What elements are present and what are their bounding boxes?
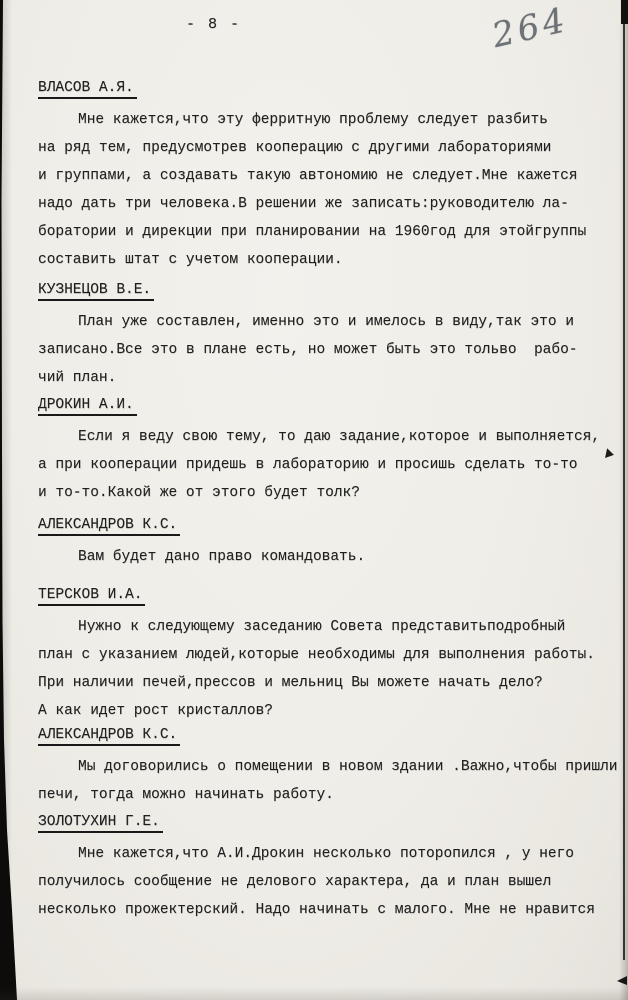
speaker-heading (38, 581, 613, 609)
speech-section-terskov (38, 581, 613, 725)
speaker-name: ТЕРСКОВ И.А. (38, 587, 145, 606)
speaker-name: ВЛАСОВ А.Я. (38, 80, 137, 99)
speech-section-zolotukhin (38, 808, 613, 924)
page-number: - 8 - (186, 16, 242, 33)
scan-right-edge-line (623, 0, 626, 960)
speech-line: чий план. (38, 370, 117, 386)
speaker-heading (38, 276, 613, 304)
speech-line: надо дать три человека.В решении же записать:руководителю ла- (38, 196, 569, 212)
speech-section-kuznetsov (38, 276, 613, 392)
speech-line: и группами, а создавать такую автономию не следует.Мне кажется (38, 168, 578, 184)
speech-line: Мне кажется,что эту ферритную проблему следует разбить (78, 112, 548, 128)
scan-right-top-mark (621, 0, 628, 24)
speaker-name: КУЗНЕЦОВ В.Е. (38, 282, 154, 301)
margin-arrow-mark (605, 448, 615, 459)
speech-line: составить штат с учетом кооперации. (38, 252, 343, 268)
speech-line: А как идет рост кристаллов? (38, 703, 273, 719)
speech-section-vlasov (38, 74, 613, 274)
speech-line: и то-то.Какой же от этого будет толк? (38, 485, 360, 501)
speaker-name: ЗОЛОТУХИН Г.Е. (38, 814, 163, 833)
speech-line: Мне кажется,что А.И.Дрокин несколько поторопился , у него (78, 846, 574, 862)
speech-line: Нужно к следующему заседанию Совета представитьподробный (78, 619, 566, 635)
speaker-heading (38, 721, 613, 749)
speech-line: боратории и дирекции при планировании на 1960год для этойгруппы (38, 224, 587, 240)
speaker-name: АЛЕКСАНДРОВ К.С. (38, 727, 180, 746)
speech-line: план с указанием людей,которые необходимы для выполнения работы. (38, 647, 595, 663)
speech-line: записано.Все это в плане есть, но может быть это тольво рабо- (38, 342, 578, 358)
speech-line: Мы договорились о помещении в новом здании .Важно,чтобы пришли (78, 759, 618, 775)
speech-line: Вам будет дано право командовать. (78, 549, 366, 565)
speech-line: Если я веду свою тему, то даю задание,которое и выполняется, (78, 429, 601, 445)
speech-line: несколько прожектерский. Надо начинать с малого. Мне не нравится (38, 902, 595, 918)
speech-line: печи, тогда можно начинать работу. (38, 787, 334, 803)
speaker-heading (38, 808, 613, 836)
speech-section-aleksandrov-1 (38, 511, 613, 571)
speech-section-aleksandrov-2 (38, 721, 618, 809)
speaker-heading (38, 511, 613, 539)
speech-line: При наличии печей,прессов и мельниц Вы можете начать дело? (38, 675, 543, 691)
speaker-heading (38, 74, 613, 102)
speech-section-drokin (38, 391, 613, 507)
handwritten-page-number: 264 (488, 0, 573, 57)
speech-line: а при кооперации придешь в лабораторию и просишь сделать то-то (38, 457, 578, 473)
speech-line: получилось сообщение не делового характера, да и план вышел (38, 874, 552, 890)
speaker-heading (38, 391, 613, 419)
speaker-name: АЛЕКСАНДРОВ К.С. (38, 517, 180, 536)
speech-line: на ряд тем, предусмотрев кооперацию с другими лабораториями (38, 140, 552, 156)
speaker-name: ДРОКИН А.И. (38, 397, 137, 416)
scan-bottom-shadow (0, 987, 628, 1000)
speech-line: План уже составлен, именно это и имелось в виду,так это и (78, 314, 574, 330)
